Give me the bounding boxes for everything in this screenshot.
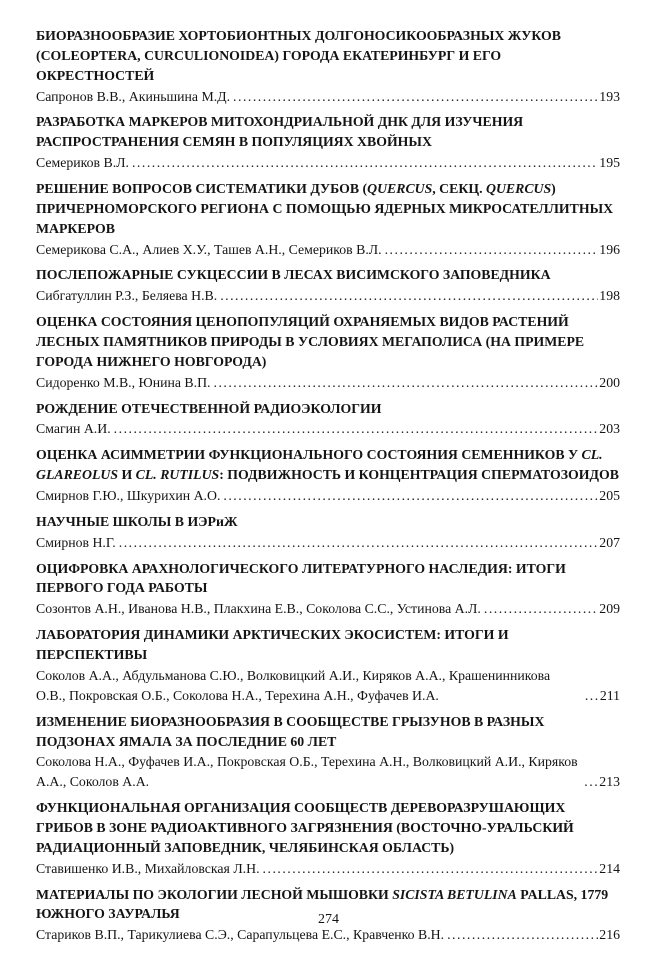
- entry-page-number: 196: [599, 241, 620, 257]
- entry-title-segment: БИОРАЗНООБРАЗИЕ ХОРТОБИОНТНЫХ ДОЛГОНОСИКООБРАЗНЫХ ЖУКОВ (COLEOPTERA, CURCULIONOIDEA) ГОРОДА ЕКАТЕРИНБУРГ И ЕГО ОКРЕСТНОСТЕЙ: [36, 28, 561, 83]
- entry-page-number: 216: [599, 927, 620, 943]
- entry-title-segment: , СЕКЦ.: [432, 181, 486, 197]
- entry-title-segment: ФУНКЦИОНАЛЬНАЯ ОРГАНИЗАЦИЯ СООБЩЕСТВ ДЕРЕВОРАЗРУШАЮЩИХ ГРИБОВ В ЗОНЕ РАДИОАКТИВНОГО ЗАГРЯЗНЕНИЯ (ВОСТОЧНО-УРАЛЬСКИЙ РАДИАЦИОННЫЙ ЗАПОВЕДНИК, ЧЕЛЯБИНСКАЯ ОБЛАСТЬ): [36, 800, 574, 855]
- entry-title: [36, 712, 620, 752]
- entry-title: [36, 179, 620, 239]
- entry-title-segment: ) ПРИЧЕРНОМОРСКОГО РЕГИОНА С ПОМОЩЬЮ ЯДЕРНЫХ МИКРОСАТЕЛЛИТНЫХ МАРКЕРОВ: [36, 181, 614, 236]
- entry-authors: Смирнов Г.Ю., Шкурихин А.О.: [36, 488, 221, 504]
- entry-title-segment: РАЗРАБОТКА МАРКЕРОВ МИТОХОНДРИАЛЬНОЙ ДНК ДЛЯ ИЗУЧЕНИЯ РАСПРОСТРАНЕНИЯ СЕМЯН В ПОПУЛЯЦИЯХ ХВОЙНЫХ: [36, 114, 524, 150]
- entry-title-segment: ПОСЛЕПОЖАРНЫЕ СУКЦЕССИИ В ЛЕСАХ ВИСИМСКОГО ЗАПОВЕДНИКА: [36, 267, 551, 283]
- entry-title-italic-segment: SICISTA BETULINA: [392, 886, 517, 902]
- entry-author-line: [36, 533, 620, 553]
- page-footer: [0, 912, 657, 928]
- entry-title-italic-segment: CL. GLAREOLUS: [36, 447, 603, 483]
- entry-page-number: 209: [599, 601, 620, 617]
- entry-title: [36, 112, 620, 152]
- entry-title-segment: РЕШЕНИЕ ВОПРОСОВ СИСТЕМАТИКИ ДУБОВ (: [36, 181, 368, 197]
- dot-leader: [484, 599, 598, 619]
- entry-author-line: [36, 666, 620, 706]
- dot-leader: [220, 286, 598, 306]
- entry-author-line: [36, 925, 620, 945]
- toc-entry: [36, 26, 620, 106]
- entry-title: [36, 399, 620, 419]
- toc-entry: [36, 512, 620, 553]
- dot-leader: [214, 373, 599, 393]
- dot-leader: [585, 686, 599, 706]
- toc-entry: [36, 712, 620, 792]
- entry-page-number: 198: [599, 288, 620, 304]
- toc-entry: [36, 112, 620, 173]
- entry-authors: Семериков В.Л.: [36, 155, 129, 171]
- entry-page-number: 214: [599, 860, 620, 876]
- entry-page-number: 205: [599, 488, 620, 504]
- entry-title-segment: МАТЕРИАЛЫ ПО ЭКОЛОГИИ ЛЕСНОЙ МЫШОВКИ: [36, 886, 393, 902]
- entry-authors: Соколов А.А., Абдульманова С.Ю., Волковицкий А.И., Киряков А.А., Крашенинникова О.В., Покровская О.Б., Соколова Н.А., Терехина А.Н., Фуфачев И.А.: [36, 667, 551, 703]
- entry-author-line: [36, 419, 620, 439]
- entry-title-segment: ОЦЕНКА СОСТОЯНИЯ ЦЕНОПОПУЛЯЦИЙ ОХРАНЯЕМЫХ ВИДОВ РАСТЕНИЙ ЛЕСНЫХ ПАМЯТНИКОВ ПРИРОДЫ В УСЛОВИЯХ МЕГАПОЛИСА (НА ПРИМЕРЕ ГОРОДА НИЖНЕГО НОВГОРОДА): [36, 314, 585, 369]
- dot-leader: [114, 419, 599, 439]
- entry-page-number: 213: [599, 774, 620, 790]
- entry-authors: Семерикова С.А., Алиев Х.У., Ташев А.Н., Семериков В.Л.: [36, 241, 382, 257]
- entry-page-number: 211: [599, 687, 620, 703]
- entry-author-line: [36, 153, 620, 173]
- toc-entry: [36, 625, 620, 705]
- entry-title-segment: : ПОДВИЖНОСТЬ И КОНЦЕНТРАЦИЯ СПЕРМАТОЗОИДОВ: [219, 467, 619, 483]
- toc-entry: [36, 559, 620, 620]
- entry-page-number: 203: [599, 421, 620, 437]
- entry-title: [36, 559, 620, 599]
- entry-title-segment: ОЦИФРОВКА АРАХНОЛОГИЧЕСКОГО ЛИТЕРАТУРНОГО НАСЛЕДИЯ: ИТОГИ ПЕРВОГО ГОДА РАБОТЫ: [36, 560, 566, 596]
- toc-entry: [36, 399, 620, 440]
- entry-author-line: [36, 859, 620, 879]
- entry-title: [36, 265, 620, 285]
- entry-authors: Стариков В.П., Тарикулиева С.Э., Сарапульцева Е.С., Кравченко В.Н.: [36, 927, 445, 943]
- entry-authors: Ставишенко И.В., Михайловская Л.Н.: [36, 860, 260, 876]
- entry-title: [36, 512, 620, 532]
- entry-title: [36, 312, 620, 372]
- dot-leader: [447, 925, 598, 945]
- dot-leader: [233, 87, 598, 107]
- entry-title-segment: И: [118, 467, 136, 483]
- entry-authors: Смагин А.И.: [36, 421, 111, 437]
- entry-title: [36, 445, 620, 485]
- entry-title-segment: НАУЧНЫЕ ШКОЛЫ В ИЭРиЖ: [36, 513, 238, 529]
- entry-title-italic-segment: QUERCUS: [485, 181, 552, 197]
- dot-leader: [132, 153, 598, 173]
- dot-leader: [119, 533, 599, 553]
- entry-title-italic-segment: CL. RUTILUS: [135, 467, 220, 483]
- entry-title-segment: ИЗМЕНЕНИЕ БИОРАЗНООБРАЗИЯ В СООБЩЕСТВЕ ГРЫЗУНОВ В РАЗНЫХ ПОДЗОНАХ ЯМАЛА ЗА ПОСЛЕДНИЕ 60 ЛЕТ: [36, 713, 545, 749]
- toc-entry: [36, 798, 620, 878]
- entry-authors: Сибгатуллин Р.З., Беляева Н.В.: [36, 288, 218, 304]
- entry-author-line: [36, 752, 620, 792]
- entry-title-segment: ЛАБОРАТОРИЯ ДИНАМИКИ АРКТИЧЕСКИХ ЭКОСИСТЕМ: ИТОГИ И ПЕРСПЕКТИВЫ: [36, 627, 509, 663]
- entry-title: [36, 798, 620, 858]
- entry-authors: Сидоренко М.В., Юнина В.П.: [36, 374, 211, 390]
- entry-author-line: [36, 87, 620, 107]
- dot-leader: [263, 859, 599, 879]
- entry-authors: Смирнов Н.Г.: [36, 534, 116, 550]
- entry-title: [36, 625, 620, 665]
- toc-entry: [36, 445, 620, 506]
- toc-entry: [36, 179, 620, 259]
- entry-page-number: 207: [599, 534, 620, 550]
- entry-author-line: [36, 486, 620, 506]
- toc-entry: [36, 265, 620, 306]
- dot-leader: [385, 240, 599, 260]
- entry-title-segment: ОЦЕНКА АСИММЕТРИИ ФУНКЦИОНАЛЬНОГО СОСТОЯНИЯ СЕМЕННИКОВ У: [36, 447, 582, 463]
- entry-author-line: [36, 286, 620, 306]
- entry-title-italic-segment: QUERCUS: [367, 181, 433, 197]
- entry-title-segment: PALLAS, 1779 ЮЖНОГО ЗАУРАЛЬЯ: [36, 886, 609, 922]
- entry-title: [36, 26, 620, 86]
- entry-authors: Соколова Н.А., Фуфачев И.А., Покровская О.Б., Терехина А.Н., Волковицкий А.И., Киряков А.А., Соколов А.А.: [36, 754, 578, 790]
- entry-author-line: [36, 599, 620, 619]
- toc-list: [36, 26, 620, 951]
- entry-author-line: [36, 373, 620, 393]
- entry-authors: Созонтов А.Н., Иванова Н.В., Плакхина Е.В., Соколова С.С., Устинова А.Л.: [36, 601, 481, 617]
- entry-authors: Сапронов В.В., Акиньшина М.Д.: [36, 88, 231, 104]
- toc-entry: [36, 312, 620, 392]
- entry-title-segment: РОЖДЕНИЕ ОТЕЧЕСТВЕННОЙ РАДИОЭКОЛОГИИ: [36, 400, 382, 416]
- entry-page-number: 200: [599, 374, 620, 390]
- entry-page-number: 193: [599, 88, 620, 104]
- dot-leader: [584, 772, 598, 792]
- entry-page-number: 195: [599, 155, 620, 171]
- page-number: 274: [318, 912, 339, 927]
- dot-leader: [223, 486, 598, 506]
- entry-author-line: [36, 240, 620, 260]
